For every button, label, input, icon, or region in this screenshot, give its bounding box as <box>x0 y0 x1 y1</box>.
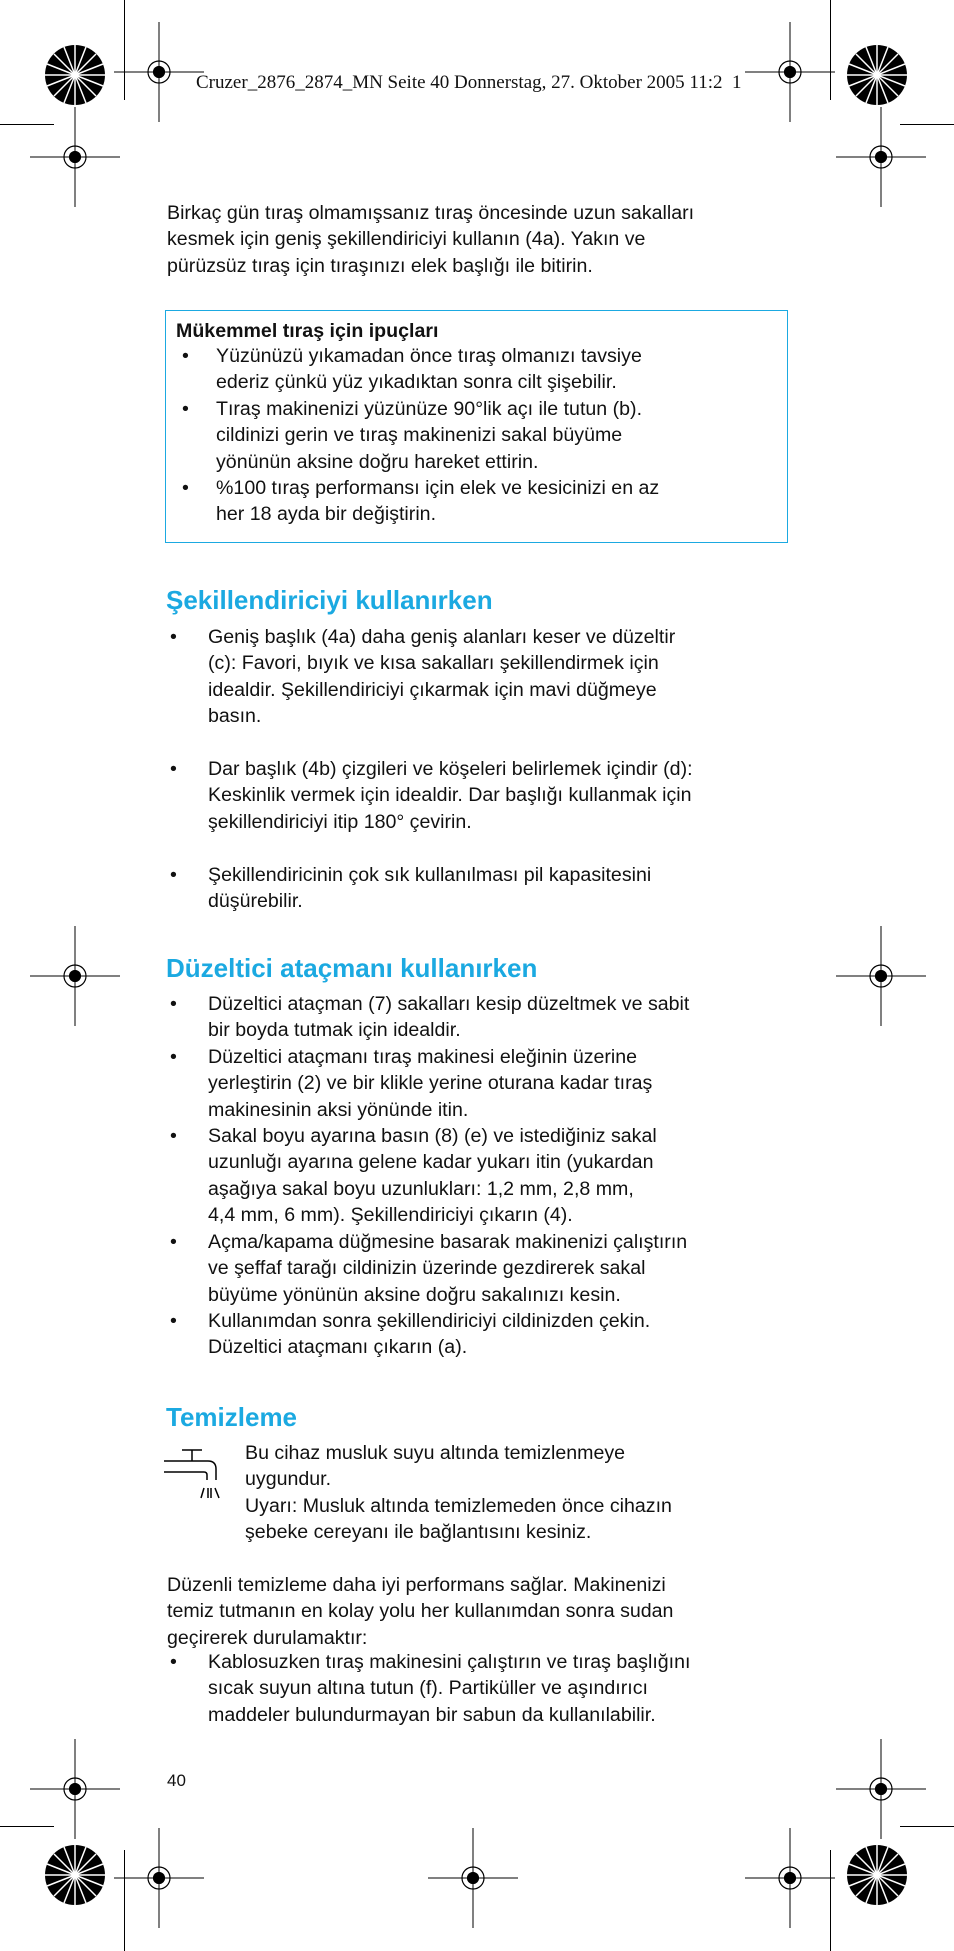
print-header: Cruzer_2876_2874_MN Seite 40 Donnerstag, 27. Oktober 2005 11:2 1 <box>196 72 742 93</box>
tips-title: Mükemmel tıraş için ipuçları <box>176 320 439 342</box>
list-item: Düzeltici ataçmanı tıraş makinesi eleğinin üzerine yerleştirin (2) ve bir klikle yerine oturana kadar tıraş makinesinin aksi yönünde itin. <box>208 1046 653 1121</box>
bullet: • <box>182 477 189 499</box>
bullet: • <box>170 1651 177 1673</box>
list-item: Şekillendiricinin çok sık kullanılması pil kapasitesini düşürebilir. <box>208 864 652 913</box>
bullet: • <box>170 1231 177 1253</box>
list-item: Sakal boyu ayarına basın (8) (e) ve istediğiniz sakal uzunluğı ayarına gelene kadar yukarı itin (yukardan aşağıya sakal boyu uzunlukları: 1,2 mm, 2,8 mm, 4,4 mm, 6 mm). Şekillendiriciyi çıkarın (4). <box>208 1125 657 1227</box>
list-item: Geniş başlık (4a) daha geniş alanları keser ve düzeltir (c): Favori, bıyık ve kısa sakalları şekillendirmek için idealdir. Şekillendiriciyi çıkarmak için mavi düğmeye basın. <box>208 626 676 728</box>
star-target-mark <box>45 45 907 1905</box>
section-heading: Şekillendiriciyi kullanırken <box>166 585 493 615</box>
bullet: • <box>170 1310 177 1332</box>
tip-item: %100 tıraş performansı için elek ve kesicinizi en az her 18 ayda bir değiştirin. <box>216 477 660 526</box>
bullet: • <box>182 398 189 420</box>
list-item: Dar başlık (4b) çizgileri ve köşeleri belirlemek içindir (d): Keskinlik vermek için idealdir. Dar başlığı kullanmak için şekillendiriciyi itip 180° çevirin. <box>208 758 693 833</box>
bullet: • <box>170 1125 177 1147</box>
bullet: • <box>170 864 177 886</box>
bullet: • <box>170 626 177 648</box>
tip-item: Tıraş makinenizi yüzünüze 90°lik açı ile tutun (b). cildinizi gerin ve tıraş makinenizi sakal büyüme yönünün aksine doğru hareket ettirin. <box>216 398 643 473</box>
list-item: Düzeltici ataçman (7) sakalları kesip düzeltmek ve sabit bir boyda tutmak için idealdir. <box>208 993 690 1042</box>
tap-note: Bu cihaz musluk suyu altında temizlenmeye uygundur. Uyarı: Musluk altında temizlemeden önce cihazın şebeke cereyanı ile bağlantısını kesiniz. <box>245 1442 672 1544</box>
list-item: Kablosuzken tıraş makinesini çalıştırın ve tıraş başlığını sıcak suyun altına tutun (f). Partiküller ve aşındırıcı maddeler bulundurmayan bir sabun da kullanılabilir. <box>208 1651 691 1726</box>
section-heading: Düzeltici ataçmanı kullanırken <box>166 953 538 983</box>
cleaning-paragraph: Düzenli temizleme daha iyi performans sağlar. Makinenizi temiz tutmanın en kolay yolu her kullanımdan sonra sudan geçirerek durulamaktır: <box>167 1574 674 1649</box>
list-item: Kullanımdan sonra şekillendiriciyi cildinizden çekin. Düzeltici ataçmanı çıkarın (a). <box>208 1310 651 1359</box>
page-number: 40 <box>167 1771 186 1790</box>
intro-paragraph: Birkaç gün tıraş olmamışsanız tıraş öncesinde uzun sakalları kesmek için geniş şekillendiriciyi kullanın (4a). Yakın ve pürüzsüz tıraş için tıraşınızı elek başlığı ile bitirin. <box>167 202 695 277</box>
list-item: Açma/kapama düğmesine basarak makinenizi çalıştırın ve şeffaf tarağı cildinizin üzerinde gezdirerek sakal büyüme yönünün aksine doğru sakalınızı kesin. <box>208 1231 688 1306</box>
bullet: • <box>170 993 177 1015</box>
crosshair-mark <box>30 22 926 1928</box>
tip-item: Yüzünüzü yıkamadan önce tıraş olmanızı tavsiye ederiz çünkü yüz yıkadıktan sonra cilt şişebilir. <box>216 345 642 394</box>
bullet: • <box>170 758 177 780</box>
bullet: • <box>170 1046 177 1068</box>
bullet: • <box>182 345 189 367</box>
section-heading: Temizleme <box>166 1402 298 1432</box>
